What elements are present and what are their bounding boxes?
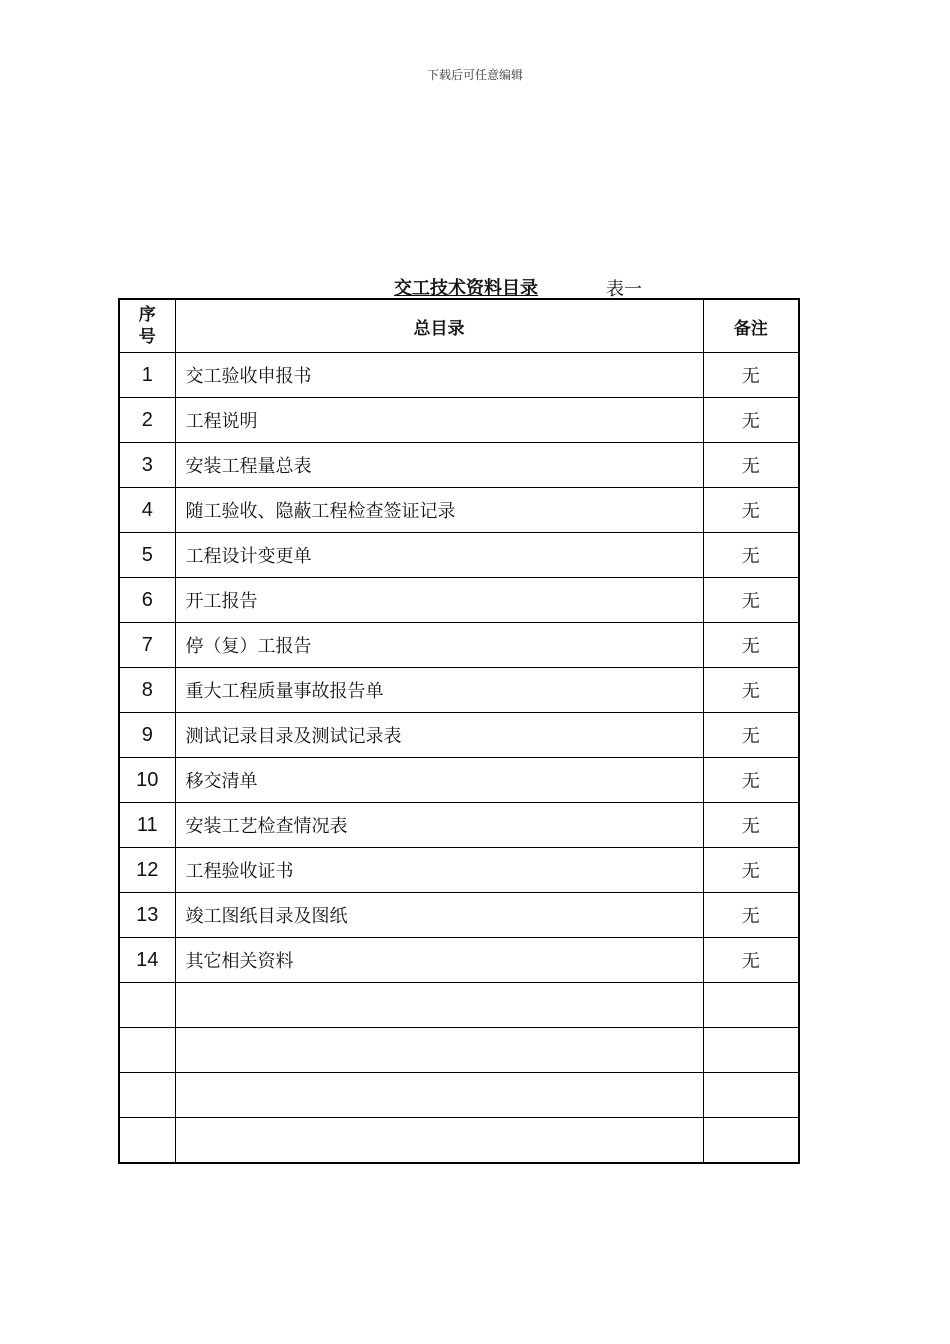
row-name-cell <box>175 1118 703 1164</box>
row-number-cell: 6 <box>119 578 175 623</box>
row-note-cell: 无 <box>703 848 799 893</box>
table-number: 表一 <box>606 279 642 300</box>
table-row <box>119 443 799 488</box>
row-note-cell: 无 <box>703 893 799 938</box>
row-number-cell: 5 <box>119 533 175 578</box>
row-note-cell <box>703 1073 799 1118</box>
row-number-cell: 2 <box>119 398 175 443</box>
table-header-row <box>119 299 799 353</box>
row-name-cell <box>175 983 703 1028</box>
table-row <box>119 713 799 758</box>
document-title: 交工技术资料目录 <box>394 278 538 299</box>
row-note-cell: 无 <box>703 398 799 443</box>
row-number-cell: 1 <box>119 353 175 398</box>
table-row <box>119 668 799 713</box>
row-note-cell <box>703 983 799 1028</box>
table-row <box>119 893 799 938</box>
row-name-cell <box>175 1028 703 1073</box>
row-name-cell: 工程设计变更单 <box>175 533 703 578</box>
row-note-cell: 无 <box>703 353 799 398</box>
row-note-cell: 无 <box>703 533 799 578</box>
row-name-cell: 交工验收申报书 <box>175 353 703 398</box>
row-note-cell: 无 <box>703 623 799 668</box>
row-name-cell: 移交清单 <box>175 758 703 803</box>
table-row <box>119 758 799 803</box>
row-name-cell: 安装工艺检查情况表 <box>175 803 703 848</box>
title-line <box>0 274 950 298</box>
row-number-cell <box>119 983 175 1028</box>
row-name-cell: 工程说明 <box>175 398 703 443</box>
row-note-cell: 无 <box>703 713 799 758</box>
header-seq <box>119 299 175 353</box>
row-note-cell <box>703 1118 799 1164</box>
row-number-cell: 7 <box>119 623 175 668</box>
row-name-cell: 开工报告 <box>175 578 703 623</box>
row-name-cell: 测试记录目录及测试记录表 <box>175 713 703 758</box>
row-name-cell: 随工验收、隐蔽工程检查签证记录 <box>175 488 703 533</box>
table-row <box>119 1118 799 1164</box>
row-number-cell: 4 <box>119 488 175 533</box>
header-seq-line2: 号 <box>138 327 156 347</box>
header-note: 下载后可任意编辑 <box>426 68 523 82</box>
row-name-cell: 重大工程质量事故报告单 <box>175 668 703 713</box>
table-row <box>119 488 799 533</box>
table-row <box>119 533 799 578</box>
row-note-cell: 无 <box>703 443 799 488</box>
row-name-cell: 安装工程量总表 <box>175 443 703 488</box>
row-note-cell <box>703 1028 799 1073</box>
row-number-cell: 8 <box>119 668 175 713</box>
row-number-cell: 10 <box>119 758 175 803</box>
row-number-cell <box>119 1028 175 1073</box>
row-note-cell: 无 <box>703 668 799 713</box>
row-number-cell: 9 <box>119 713 175 758</box>
table-row <box>119 1028 799 1073</box>
row-number-cell: 11 <box>119 803 175 848</box>
table-row <box>119 938 799 983</box>
row-number-cell: 12 <box>119 848 175 893</box>
row-name-cell: 停（复）工报告 <box>175 623 703 668</box>
row-number-cell: 13 <box>119 893 175 938</box>
row-name-cell: 工程验收证书 <box>175 848 703 893</box>
table-row <box>119 578 799 623</box>
row-number-cell <box>119 1118 175 1164</box>
row-name-cell <box>175 1073 703 1118</box>
table-row <box>119 398 799 443</box>
catalog-table <box>118 298 800 1164</box>
row-note-cell: 无 <box>703 578 799 623</box>
row-note-cell: 无 <box>703 938 799 983</box>
row-note-cell: 无 <box>703 803 799 848</box>
row-note-cell: 无 <box>703 758 799 803</box>
table-row <box>119 353 799 398</box>
row-name-cell: 竣工图纸目录及图纸 <box>175 893 703 938</box>
row-number-cell: 3 <box>119 443 175 488</box>
table-row <box>119 803 799 848</box>
table-row <box>119 1073 799 1118</box>
header-seq-line1: 序 <box>138 305 156 325</box>
row-number-cell <box>119 1073 175 1118</box>
row-name-cell: 其它相关资料 <box>175 938 703 983</box>
header-catalog: 总目录 <box>175 299 703 353</box>
row-note-cell: 无 <box>703 488 799 533</box>
table-row <box>119 623 799 668</box>
table-row <box>119 983 799 1028</box>
table-row <box>119 848 799 893</box>
header-note: 备注 <box>703 299 799 353</box>
row-number-cell: 14 <box>119 938 175 983</box>
